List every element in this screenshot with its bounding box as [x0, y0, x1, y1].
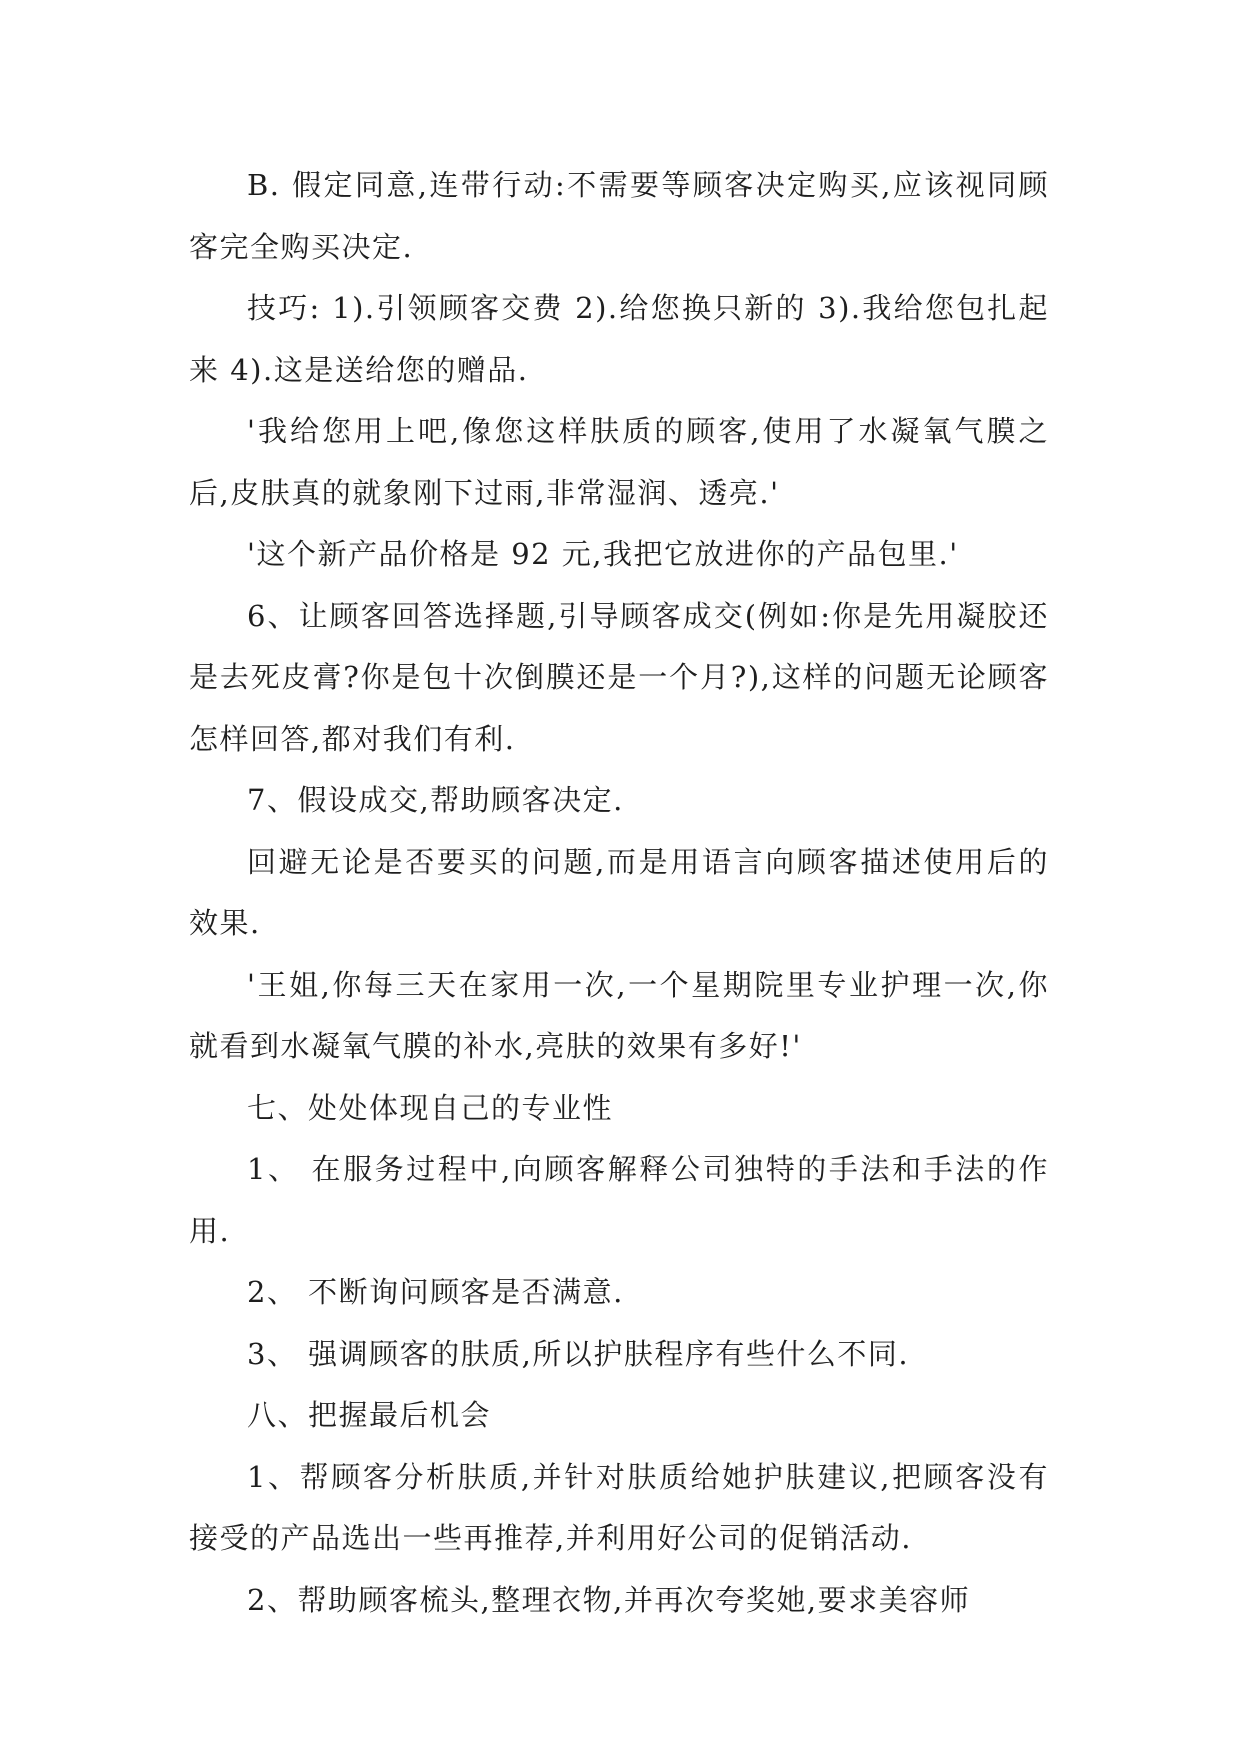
paragraph-quote-apply: '我给您用上吧,像您这样肤质的顾客,使用了水凝氧气膜之后,皮肤真的就象刚下过雨,非常湿润、透亮.': [189, 414, 1049, 510]
paragraph-assume-agreement: B. 假定同意,连带行动:不需要等顾客决定购买,应该视同顾客完全购买决定.: [189, 168, 1049, 264]
paragraph-section7-item-2: 2、 不断询问顾客是否满意.: [247, 1275, 624, 1309]
paragraph-section7-item-1: 1、 在服务过程中,向顾客解释公司独特的手法和手法的作用.: [189, 1152, 1049, 1248]
paragraph-techniques: 技巧: 1).引领顾客交费 2).给您换只新的 3).我给您包扎起来 4).这是送给您的赠品.: [189, 291, 1049, 387]
paragraph-item-7: 7、假设成交,帮助顾客决定.: [247, 783, 624, 817]
paragraph-quote-wang: '王姐,你每三天在家用一次,一个星期院里专业护理一次,你就看到水凝氧气膜的补水,亮肤的效果有多好!': [189, 967, 1049, 1063]
paragraph-section8-item-1: 1、帮顾客分析肤质,并针对肤质给她护肤建议,把顾客没有接受的产品选出一些再推荐,并利用好公司的促销活动.: [189, 1459, 1049, 1555]
section-heading-8: 八、把握最后机会: [247, 1398, 492, 1432]
document-body: [189, 155, 1049, 1631]
paragraph-quote-price: '这个新产品价格是 92 元,我把它放进你的产品包里.': [247, 537, 959, 571]
section-heading-7: 七、处处体现自己的专业性: [247, 1090, 614, 1125]
paragraph-item-6: 6、让顾客回答选择题,引导顾客成交(例如:你是先用凝胶还是去死皮膏?你是包十次倒膜还是一个月?),这样的问题无论顾客怎样回答,都对我们有利.: [189, 598, 1049, 756]
paragraph-section7-item-3: 3、 强调顾客的肤质,所以护肤程序有些什么不同.: [247, 1336, 910, 1371]
paragraph-avoid-question: 回避无论是否要买的问题,而是用语言向顾客描述使用后的效果.: [189, 844, 1049, 940]
paragraph-section8-item-2: 2、帮助顾客梳头,整理衣物,并再次夸奖她,要求美容师: [247, 1582, 971, 1617]
